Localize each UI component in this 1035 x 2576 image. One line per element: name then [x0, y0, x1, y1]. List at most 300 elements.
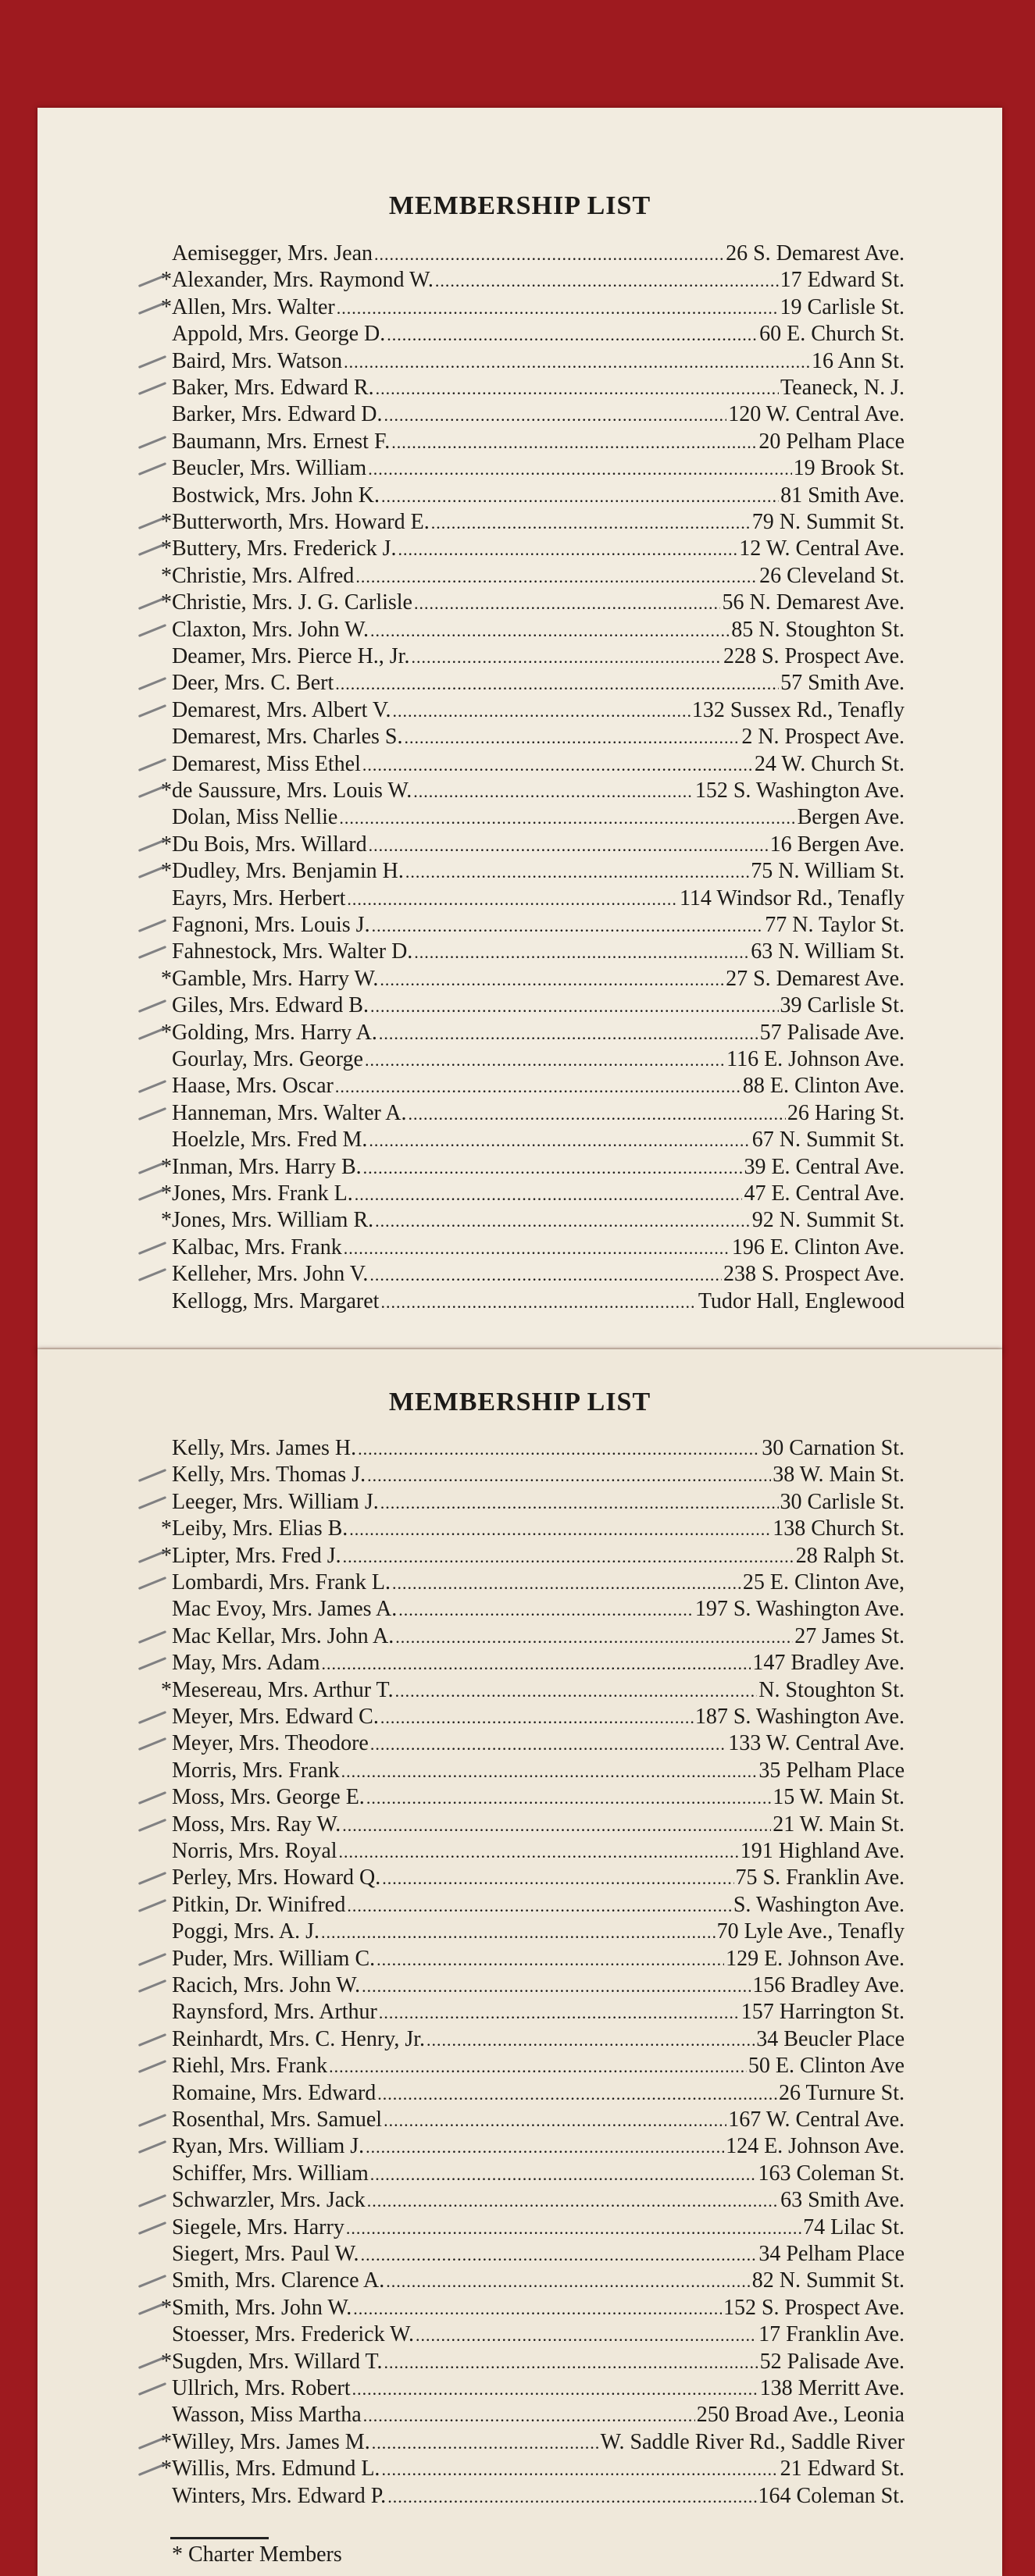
member-address: 50 E. Clinton Ave: [748, 2054, 905, 2079]
pencil-check-mark: [138, 382, 166, 395]
dot-leader: [339, 805, 795, 832]
dot-leader: [352, 2376, 758, 2403]
member-address: 114 Windsor Rd., Tenafly: [679, 885, 905, 910]
member-name: Puder, Mrs. William C.: [172, 1946, 376, 1971]
charter-member-asterisk: *: [161, 294, 172, 319]
member-address: 57 Palisade Ave.: [759, 1020, 905, 1045]
member-address: S. Washington Ave.: [733, 1892, 905, 1917]
dot-leader: [369, 1128, 750, 1154]
dot-leader: [387, 322, 758, 348]
member-address: 152 S. Washington Ave.: [694, 779, 905, 803]
member-name: Siegele, Mrs. Harry: [172, 2214, 344, 2239]
member-address: 25 E. Clinton Ave,: [742, 1570, 905, 1594]
member-row: [161, 832, 905, 858]
member-row: [172, 1838, 905, 1865]
charter-member-asterisk: *: [161, 1543, 172, 1568]
pencil-check-mark: [138, 1080, 166, 1093]
charter-member-asterisk: *: [161, 1677, 172, 1702]
member-address: 124 E. Johnson Ave.: [726, 2134, 905, 2159]
member-address: 132 Sussex Rd., Tenafly: [691, 697, 905, 722]
dot-leader: [377, 2081, 777, 2107]
member-name: Lipter, Mrs. Fred J.: [172, 1543, 341, 1568]
pencil-check-mark: [138, 919, 166, 932]
member-name: Siegert, Mrs. Paul W.: [172, 2242, 359, 2266]
pencil-check-mark: [138, 999, 166, 1013]
member-row: [172, 724, 905, 750]
member-name: Du Bois, Mrs. Willard: [172, 832, 367, 857]
dot-leader: [398, 1597, 694, 1623]
member-address: 167 W. Central Ave.: [728, 2107, 905, 2132]
member-name: Deer, Mrs. C. Bert: [172, 671, 334, 696]
member-name: Golding, Mrs. Harry A.: [172, 1020, 377, 1045]
member-name: Smith, Mrs. Clarence A.: [172, 2268, 385, 2293]
member-row: [172, 2402, 905, 2428]
member-row: [161, 1677, 905, 1704]
dot-leader: [376, 376, 779, 402]
member-address: 74 Lilac St.: [803, 2214, 905, 2239]
member-row: [172, 1073, 905, 1099]
dot-leader: [322, 1651, 751, 1677]
dot-leader: [380, 1490, 779, 1516]
pencil-check-mark: [138, 1979, 166, 1993]
pencil-check-mark: [138, 1268, 166, 1281]
dot-leader: [426, 2027, 755, 2054]
member-row: [172, 1892, 905, 1919]
member-name: Poggi, Mrs. A. J.: [172, 1919, 320, 1944]
member-address: 27 S. Demarest Ave.: [726, 966, 905, 991]
pencil-check-mark: [138, 1737, 166, 1751]
member-address: 60 E. Church St.: [759, 322, 905, 347]
member-name: Baird, Mrs. Watson: [172, 348, 343, 373]
pencil-check-mark: [138, 2140, 166, 2154]
member-address: 12 W. Central Ave.: [739, 536, 905, 561]
member-name: Romaine, Mrs. Edward: [172, 2080, 377, 2105]
member-address: 156 Bradley Ave.: [752, 1973, 905, 1997]
member-address: 196 E. Clinton Ave.: [731, 1235, 905, 1259]
pencil-check-mark: [138, 462, 166, 476]
dot-leader: [391, 429, 757, 456]
member-address: 30 Carnation St.: [762, 1436, 905, 1460]
member-row: [172, 2214, 905, 2241]
member-row: [172, 1972, 905, 1999]
member-name: Christie, Mrs. Alfred: [172, 563, 355, 588]
pencil-check-mark: [138, 2382, 166, 2396]
member-address: 191 Highland Ave.: [740, 1839, 905, 1863]
page-title: MEMBERSHIP LIST: [388, 1388, 651, 1416]
member-address: 30 Carlisle St.: [780, 1489, 905, 1514]
member-name: Leiby, Mrs. Elias B.: [172, 1516, 348, 1541]
member-address: 250 Broad Ave., Leonia: [696, 2403, 905, 2428]
dot-leader: [335, 1074, 741, 1100]
member-address: 85 N. Stoughton St.: [731, 617, 905, 642]
member-address: 129 E. Johnson Ave.: [726, 1946, 905, 1971]
dot-leader: [377, 1947, 724, 1973]
member-name: May, Mrs. Adam: [172, 1651, 320, 1676]
member-address: 21 W. Main St.: [773, 1812, 905, 1837]
dot-leader: [355, 1181, 743, 1208]
member-name: Willis, Mrs. Edmund L.: [172, 2457, 380, 2482]
member-row: [161, 509, 905, 536]
pencil-check-mark: [138, 2221, 166, 2235]
member-address: 52 Palisade Ave.: [759, 2349, 905, 2374]
member-address: 28 Ralph St.: [795, 1543, 905, 1568]
member-name: Leeger, Mrs. William J.: [172, 1489, 379, 1514]
dot-leader: [380, 1705, 694, 1731]
dot-leader: [370, 1731, 726, 1758]
dot-leader: [409, 1101, 786, 1128]
member-name: Pitkin, Dr. Winifred: [172, 1892, 346, 1917]
member-name: Schiffer, Mrs. William: [172, 2161, 369, 2186]
member-row: [172, 751, 905, 778]
dot-leader: [414, 939, 749, 966]
member-name: Inman, Mrs. Harry B.: [172, 1154, 362, 1179]
charter-member-asterisk: *: [161, 268, 172, 293]
member-name: Christie, Mrs. J. G. Carlisle: [172, 590, 412, 615]
dot-leader: [342, 1812, 771, 1839]
dot-leader: [416, 2322, 757, 2349]
dot-leader: [367, 2188, 779, 2214]
member-row: [161, 267, 905, 294]
member-address: 26 Turnure St.: [778, 2080, 905, 2105]
member-row: [172, 992, 905, 1019]
dot-leader: [381, 2457, 778, 2483]
dot-leader: [329, 2054, 747, 2080]
member-address: 24 W. Church St.: [754, 751, 905, 776]
pencil-check-mark: [138, 1630, 166, 1644]
dot-leader: [370, 993, 779, 1020]
pencil-check-mark: [138, 1791, 166, 1805]
dot-leader: [405, 859, 749, 885]
dot-leader: [370, 618, 730, 644]
member-row: [172, 1730, 905, 1757]
pencil-check-mark: [138, 2114, 166, 2127]
dot-leader: [363, 2403, 695, 2429]
member-name: Morris, Mrs. Frank: [172, 1758, 340, 1783]
member-row: [172, 617, 905, 643]
member-row: [172, 1569, 905, 1596]
member-row: [172, 1758, 905, 1784]
member-row: [172, 2053, 905, 2079]
dot-leader: [380, 967, 724, 993]
member-name: Raynsford, Mrs. Arthur: [172, 2000, 377, 2025]
member-address: 15 W. Main St.: [773, 1785, 905, 1810]
member-row: [172, 1650, 905, 1676]
member-name: Beucler, Mrs. William: [172, 456, 367, 481]
member-row: [172, 1704, 905, 1730]
member-address: 63 N. William St.: [751, 939, 905, 964]
member-row: [172, 1623, 905, 1650]
member-address: 138 Church St.: [773, 1516, 905, 1541]
member-address: 120 W. Central Ave.: [728, 402, 905, 427]
member-row: [172, 670, 905, 697]
member-name: Ullrich, Mrs. Robert: [172, 2376, 351, 2400]
member-row: [172, 1999, 905, 2026]
member-address: 56 N. Demarest Ave.: [722, 590, 905, 615]
member-row: [172, 1946, 905, 1972]
charter-member-asterisk: *: [161, 966, 172, 991]
member-row: [172, 2161, 905, 2187]
dot-leader: [366, 1785, 771, 1812]
charter-member-asterisk: *: [161, 1020, 172, 1045]
member-address: 157 Harrington St.: [741, 2000, 905, 2025]
member-row: [161, 1020, 905, 1046]
member-address: 152 S. Prospect Ave.: [723, 2295, 905, 2320]
member-row: [161, 2349, 905, 2375]
member-address: 92 N. Summit St.: [751, 1208, 905, 1233]
member-row: [172, 2080, 905, 2107]
pencil-check-mark: [138, 1899, 166, 1912]
charter-member-asterisk: *: [161, 1208, 172, 1233]
member-address: Tudor Hall, Englewood: [698, 1288, 905, 1313]
dot-leader: [372, 2430, 599, 2457]
member-row: [172, 401, 905, 428]
member-name: Norris, Mrs. Royal: [172, 1839, 337, 1863]
member-row: [161, 536, 905, 562]
member-address: 133 W. Central Ave.: [728, 1731, 905, 1756]
charter-member-asterisk: *: [161, 2457, 172, 2482]
member-name: Claxton, Mrs. John W.: [172, 617, 369, 642]
member-row: [172, 1288, 905, 1315]
charter-member-asterisk: *: [161, 832, 172, 857]
dot-leader: [379, 1021, 758, 1047]
pencil-check-mark: [138, 758, 166, 771]
member-name: Kalbac, Mrs. Frank: [172, 1235, 342, 1259]
member-row: [161, 1154, 905, 1181]
member-row: [172, 1812, 905, 1838]
charter-member-asterisk: *: [161, 510, 172, 534]
pencil-check-mark: [138, 2275, 166, 2288]
dot-leader: [347, 886, 678, 913]
member-name: Dolan, Miss Nellie: [172, 805, 338, 830]
member-name: Bostwick, Mrs. John K.: [172, 483, 380, 508]
member-name: Demarest, Mrs. Albert V.: [172, 697, 391, 722]
dot-leader: [384, 2350, 758, 2376]
member-row: [161, 2295, 905, 2321]
member-name: Racich, Mrs. John W.: [172, 1973, 361, 1997]
member-name: Mesereau, Mrs. Arthur T.: [172, 1677, 394, 1702]
member-row: [172, 2241, 905, 2268]
pencil-check-mark: [138, 1107, 166, 1121]
member-name: Kelly, Mrs. James H.: [172, 1436, 357, 1460]
pencil-check-mark: [138, 1711, 166, 1724]
member-address: 16 Bergen Ave.: [769, 832, 905, 857]
member-name: Fahnestock, Mrs. Walter D.: [172, 939, 413, 964]
dot-leader: [384, 402, 726, 429]
member-address: 26 Haring St.: [787, 1100, 905, 1125]
member-name: Perley, Mrs. Howard Q.: [172, 1865, 381, 1890]
member-name: Sugden, Mrs. Willard T.: [172, 2349, 383, 2374]
member-address: 34 Pelham Place: [758, 2242, 905, 2266]
member-row: [172, 804, 905, 831]
dot-leader: [395, 1678, 758, 1705]
member-name: Moss, Mrs. Ray W.: [172, 1812, 341, 1837]
charter-member-asterisk: *: [161, 2429, 172, 2454]
pencil-check-mark: [138, 1953, 166, 1966]
member-address: 20 Pelham Place: [758, 429, 905, 454]
dot-leader: [411, 644, 722, 671]
member-address: 70 Lyle Ave., Tenafly: [716, 1919, 905, 1944]
dot-leader: [414, 590, 720, 617]
member-address: 88 E. Clinton Ave.: [742, 1074, 905, 1099]
member-row: [161, 1181, 905, 1207]
dot-leader: [368, 456, 791, 483]
member-name: Barker, Mrs. Edward D.: [172, 402, 383, 427]
membership-page-2: [37, 1349, 1002, 2576]
member-row: [172, 375, 905, 401]
member-name: Riehl, Mrs. Frank: [172, 2054, 328, 2079]
member-row: [172, 939, 905, 965]
member-address: 17 Edward St.: [780, 268, 905, 293]
member-name: Moss, Mrs. George E.: [172, 1785, 365, 1810]
member-address: 228 S. Prospect Ave.: [723, 644, 905, 668]
member-name: Winters, Mrs. Edward P.: [172, 2483, 387, 2508]
member-address: Teaneck, N. J.: [780, 376, 905, 400]
member-name: Hoelzle, Mrs. Fred M.: [172, 1128, 368, 1153]
member-address: 138 Merritt Ave.: [759, 2376, 905, 2400]
pencil-check-mark: [138, 704, 166, 718]
member-row: [172, 1100, 905, 1127]
member-row: [172, 1596, 905, 1623]
member-name: Allen, Mrs. Walter: [172, 294, 335, 319]
member-address: 16 Ann St.: [811, 348, 905, 373]
member-address: 34 Beucler Place: [756, 2026, 905, 2051]
member-name: Kelly, Mrs. Thomas J.: [172, 1463, 366, 1488]
dot-leader: [369, 1262, 722, 1288]
pencil-check-mark: [138, 2060, 166, 2073]
member-address: 67 N. Summit St.: [751, 1128, 905, 1153]
member-row: [172, 321, 905, 347]
member-name: Demarest, Miss Ethel: [172, 751, 361, 776]
charter-member-asterisk: *: [161, 2295, 172, 2320]
member-row: [172, 483, 905, 509]
member-address: 47 E. Central Ave.: [744, 1181, 905, 1206]
member-row: [172, 2268, 905, 2294]
member-row: [172, 2375, 905, 2402]
dot-leader: [381, 483, 779, 510]
member-address: N. Stoughton St.: [758, 1677, 905, 1702]
page-title: MEMBERSHIP LIST: [388, 191, 651, 220]
member-name: Mac Evoy, Mrs. James A.: [172, 1597, 398, 1622]
member-name: Appold, Mrs. George D.: [172, 322, 386, 347]
pencil-check-mark: [138, 1819, 166, 1832]
member-address: 27 James St.: [794, 1623, 905, 1648]
member-name: Smith, Mrs. John W.: [172, 2295, 352, 2320]
member-name: Deamer, Mrs. Pierce H., Jr.: [172, 644, 410, 668]
member-row: [161, 1516, 905, 1542]
dot-leader: [386, 2268, 751, 2295]
member-row: [161, 2456, 905, 2482]
dot-leader: [372, 913, 764, 939]
dot-leader: [431, 510, 751, 536]
dot-leader: [362, 1973, 751, 2000]
dot-leader: [380, 1289, 696, 1316]
member-address: 164 Coleman St.: [758, 2483, 905, 2508]
member-name: Meyer, Mrs. Theodore: [172, 1731, 369, 1756]
member-row: [172, 429, 905, 455]
dot-leader: [375, 1208, 751, 1235]
member-name: Gamble, Mrs. Harry W.: [172, 966, 379, 991]
dot-leader: [393, 698, 691, 725]
dot-leader: [413, 779, 694, 805]
charter-member-asterisk: *: [161, 859, 172, 884]
member-address: 75 S. Franklin Ave.: [735, 1865, 905, 1890]
dot-leader: [384, 2107, 726, 2134]
member-name: de Saussure, Mrs. Louis W.: [172, 779, 412, 803]
member-address: 63 Smith Ave.: [780, 2188, 905, 2213]
dot-leader: [379, 2000, 740, 2026]
member-row: [161, 1207, 905, 1234]
dot-leader: [367, 1463, 771, 1489]
member-name: Reinhardt, Mrs. C. Henry, Jr.: [172, 2026, 426, 2051]
member-row: [172, 2483, 905, 2510]
member-address: 21 Edward St.: [780, 2457, 905, 2482]
member-name: Meyer, Mrs. Edward C.: [172, 1705, 379, 1729]
member-address: 77 N. Taylor St.: [765, 913, 905, 937]
member-name: Ryan, Mrs. William J.: [172, 2134, 365, 2159]
member-name: Dudley, Mrs. Benjamin H.: [172, 859, 404, 884]
member-name: Alexander, Mrs. Raymond W.: [172, 268, 434, 293]
member-name: Eayrs, Mrs. Herbert: [172, 885, 346, 910]
member-row: [172, 1046, 905, 1073]
member-name: Stoesser, Mrs. Frederick W.: [172, 2322, 414, 2347]
dot-leader: [363, 1155, 743, 1181]
member-address: 38 W. Main St.: [773, 1463, 905, 1488]
member-address: 116 E. Johnson Ave.: [726, 1047, 905, 1071]
member-row: [172, 1865, 905, 1891]
dot-leader: [358, 1436, 760, 1463]
member-address: 26 Cleveland St.: [759, 563, 905, 588]
pencil-check-mark: [138, 436, 166, 449]
member-address: 163 Coleman St.: [758, 2161, 905, 2186]
pencil-check-mark: [138, 2033, 166, 2047]
member-address: Bergen Ave.: [797, 805, 905, 830]
charter-member-asterisk: *: [161, 563, 172, 588]
dot-leader: [365, 1047, 725, 1074]
dot-leader: [353, 2296, 722, 2322]
dot-leader: [339, 1839, 739, 1865]
member-name: Gourlay, Mrs. George: [172, 1047, 363, 1071]
member-row: [172, 1261, 905, 1288]
dot-leader: [347, 1893, 731, 1919]
dot-leader: [344, 1235, 730, 1262]
member-name: Schwarzler, Mrs. Jack: [172, 2188, 366, 2213]
member-row: [172, 1784, 905, 1811]
member-row: [172, 2133, 905, 2160]
member-address: 79 N. Summit St.: [751, 510, 905, 534]
pencil-check-mark: [138, 1577, 166, 1590]
member-name: Rosenthal, Mrs. Samuel: [172, 2107, 383, 2132]
member-name: Hanneman, Mrs. Walter A.: [172, 1100, 407, 1125]
member-address: 17 Franklin Ave.: [758, 2322, 905, 2347]
member-address: 39 E. Central Ave.: [744, 1154, 905, 1179]
member-row: [172, 2321, 905, 2348]
member-row: [172, 643, 905, 670]
dot-leader: [321, 1919, 716, 1946]
member-name: Giles, Mrs. Edward B.: [172, 993, 369, 1018]
member-row: [161, 858, 905, 885]
charter-member-asterisk: *: [161, 779, 172, 803]
member-name: Baumann, Mrs. Ernest F.: [172, 429, 391, 454]
member-row: [172, 885, 905, 912]
pencil-check-mark: [138, 624, 166, 637]
membership-page-1: [37, 108, 1002, 1353]
dot-leader: [341, 1758, 758, 1785]
member-address: 35 Pelham Place: [758, 1758, 905, 1783]
member-address: 2 N. Prospect Ave.: [741, 725, 905, 750]
dot-leader: [392, 1570, 741, 1597]
footnote: * Charter Members: [172, 2542, 342, 2567]
dot-leader: [398, 536, 737, 563]
